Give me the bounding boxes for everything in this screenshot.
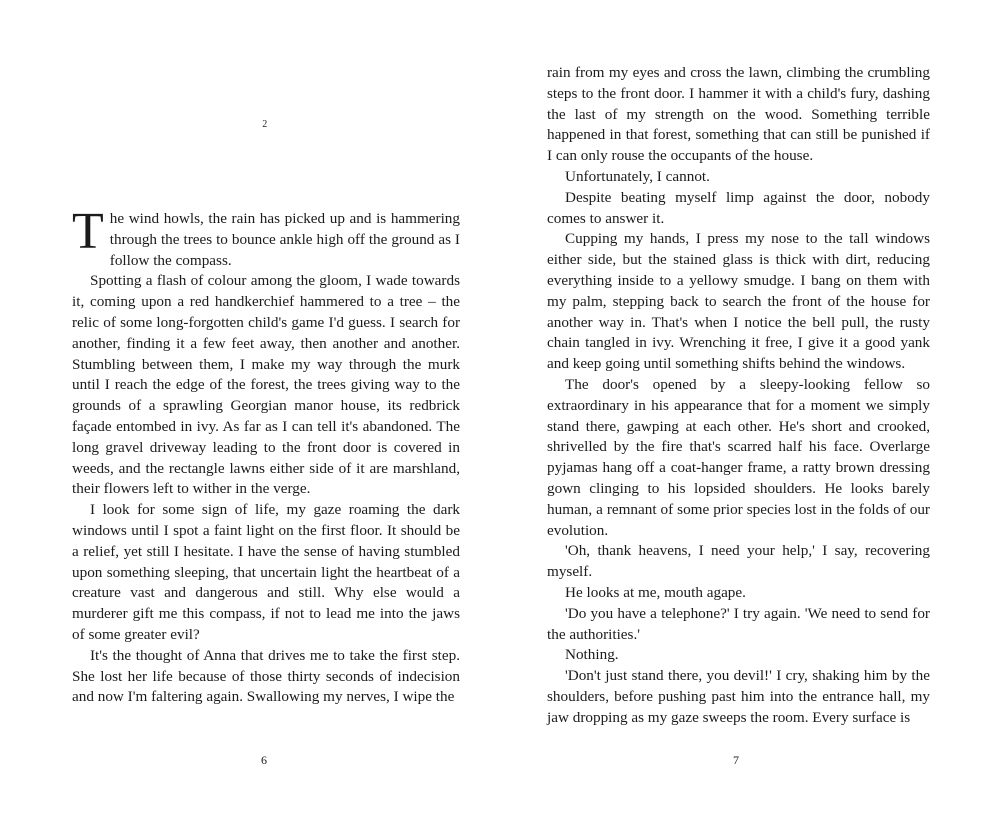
paragraph [72,203,460,271]
left-body-text [72,203,460,708]
paragraph: The door's opened by a sleepy-looking fellow so extraordinary in his appearance that for a moment we simply stand there, gawping at each other. He's short and crooked, shrivelled by the fire that's scarred half his face. Overlarge pyjamas hang off a coat-hanger frame, a ratty brown dressing gown clinging to his lopsided shoulders. He looks barely human, a remnant of some prior species lost in the folds of our evolution. [547,375,930,539]
paragraph: Cupping my hands, I press my nose to the tall windows either side, but the stained glass is thick with dirt, reducing everything inside to a yellowy smudge. I bang on them with my palm, stepping back to search the front of the house for another way in. That's when I notice the bell pull, the rusty chain tangled in ivy. Wrenching it free, I give it a good yank and keep going until something shifts behind the windows. [547,230,930,373]
paragraph: Unfortunately, I cannot. [565,167,710,185]
paragraph: 'Do you have a telephone?' I try again. 'We need to send for the authorities.' [547,604,930,643]
page-number: 6 [261,753,267,767]
paragraph: 'Don't just stand there, you devil!' I cry, shaking him by the shoulders, before pushing past him into the entrance hall, my jaw dropping as my gaze sweeps the room. Every surface is [547,667,930,726]
paragraph: Nothing. [565,646,619,664]
drop-cap: T [72,203,104,260]
chapter-number: 2 [262,119,268,130]
paragraph: It's the thought of Anna that drives me to take the first step. She lost her life because of those thirty seconds of indecision and now I'm faltering again. Swallowing my nerves, I wipe the [72,646,460,706]
paragraph: Despite beating myself limp against the door, nobody comes to answer it. [547,188,930,227]
paragraph-text: he wind howls, the rain has picked up and is hammering through the trees to bounce ankle high off the ground as I follow the compass. [109,210,460,269]
paragraph: He looks at me, mouth agape. [565,583,746,601]
right-page [500,0,1000,826]
paragraph: Spotting a flash of colour among the gloom, I wade towards it, coming upon a red handkerchief hammered to a tree – the relic of some long-forgotten child's game I'd guess. I search for another, finding it a few feet away, then another and another. Stumbling between them, I make my way through the murk until I reach the edge of the forest, the trees giving way to the grounds of a sprawling Georgian manor house, its redbrick façade entombed in ivy. As far as I can tell it's abandoned. The long gravel driveway leading to the front door is covered in weeds, and the rectangle lawns either side of it are marshland, their flowers left to wither in the verge. [72,272,460,498]
paragraph: I look for some sign of life, my gaze roaming the dark windows until I spot a faint light on the first floor. It should be a relief, yet still I hesitate. I have the sense of having stumbled upon something sleeping, that uncertain light the heartbeat of a creature vast and dangerous and still. Why else would a murderer gift me this compass, if not to lead me into the jaws of some greater evil? [72,501,460,643]
page-number: 7 [733,753,739,767]
right-body-text [547,63,930,729]
paragraph: 'Oh, thank heavens, I need your help,' I say, recovering myself. [547,542,930,581]
paragraph: rain from my eyes and cross the lawn, climbing the crumbling steps to the front door. I hammer it with a child's fury, dashing the last of my strength on the wood. Something terrible happened in that forest, something that can still be punished if I can only rouse the occupants of the house. [547,64,930,165]
